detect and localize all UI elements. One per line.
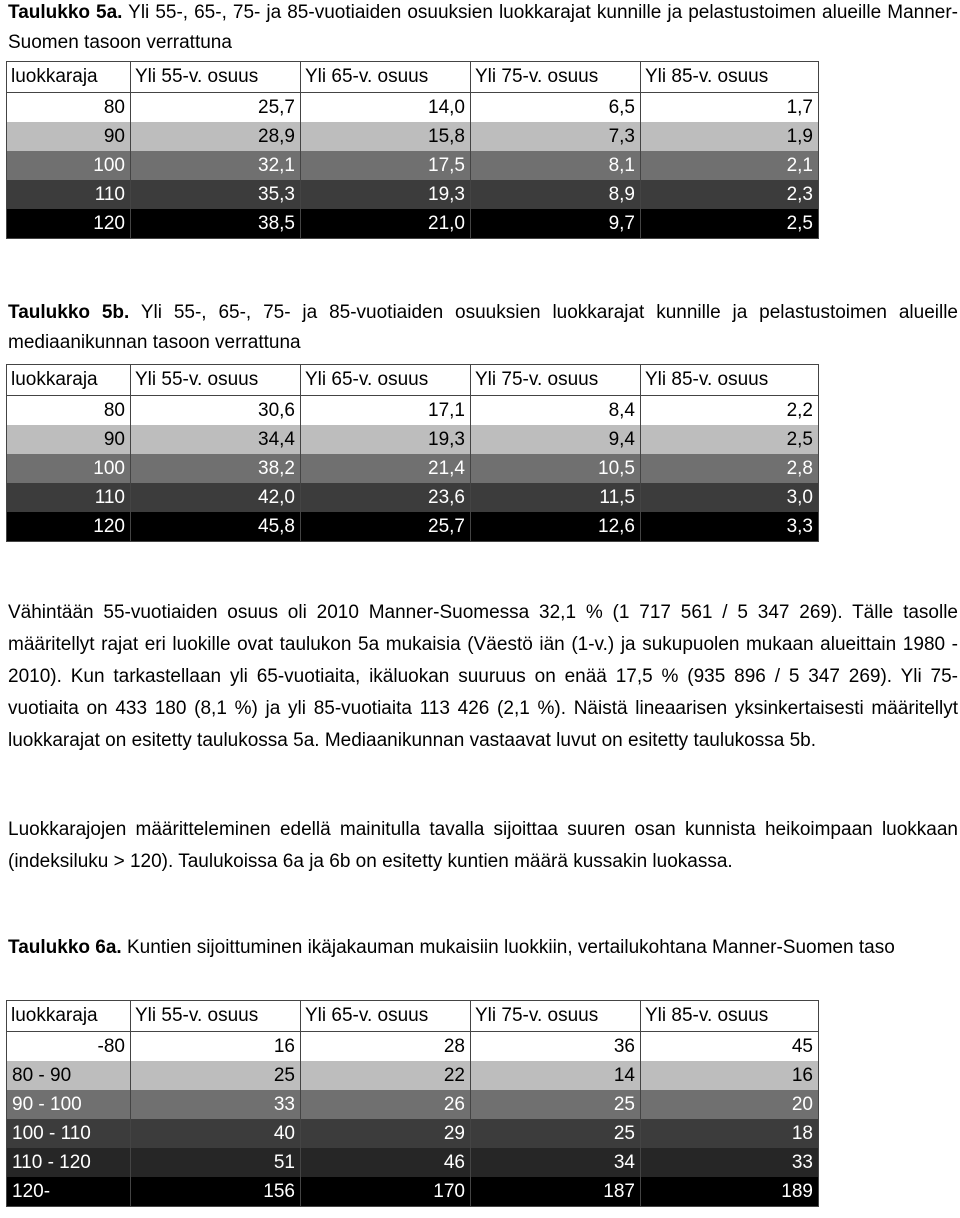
- table-row: [7, 454, 819, 483]
- table-6a-header-row: [7, 1001, 819, 1032]
- table-cell: 28: [301, 1032, 471, 1062]
- table-cell: 28,9: [131, 122, 301, 151]
- table-cell: 2,5: [641, 425, 819, 454]
- table-cell: 2,8: [641, 454, 819, 483]
- table-cell: 156: [131, 1177, 301, 1207]
- table-cell: 2,2: [641, 396, 819, 426]
- table-cell: 17,5: [301, 151, 471, 180]
- table-cell: 110: [7, 180, 131, 209]
- table-cell: 8,9: [471, 180, 641, 209]
- table-cell: 40: [131, 1119, 301, 1148]
- table-cell: 3,3: [641, 512, 819, 542]
- table-cell: 9,4: [471, 425, 641, 454]
- table-cell: 25,7: [301, 512, 471, 542]
- table-cell: 25: [131, 1061, 301, 1090]
- table-cell: 15,8: [301, 122, 471, 151]
- table-header-cell: Yli 75-v. osuus: [471, 62, 641, 93]
- table-cell: 42,0: [131, 483, 301, 512]
- table-cell: 36: [471, 1032, 641, 1062]
- table-header-cell: Yli 85-v. osuus: [641, 62, 819, 93]
- table-cell: 46: [301, 1148, 471, 1177]
- table-cell: 23,6: [301, 483, 471, 512]
- table-5b-header-row: [7, 365, 819, 396]
- table-cell: 11,5: [471, 483, 641, 512]
- table-cell: 33: [131, 1090, 301, 1119]
- table-cell: 90: [7, 425, 131, 454]
- table-cell: 9,7: [471, 209, 641, 239]
- table-cell: 2,3: [641, 180, 819, 209]
- table-row: [7, 396, 819, 426]
- table-5a-caption: [8, 0, 958, 58]
- table-cell: 33: [641, 1148, 819, 1177]
- table-cell: 45: [641, 1032, 819, 1062]
- body-paragraph-2: Luokkarajojen määritteleminen edellä mainitulla tavalla sijoittaa suuren osan kunnista heikoimpaan luokkaan (indeksiluku > 120). Taulukoissa 6a ja 6b on esitetty kuntien määrä kussakin luokassa.: [8, 819, 958, 872]
- table-cell: 170: [301, 1177, 471, 1207]
- table-cell: 8,1: [471, 151, 641, 180]
- table-cell: 110: [7, 483, 131, 512]
- table-cell: 45,8: [131, 512, 301, 542]
- table-cell: 25,7: [131, 93, 301, 123]
- table-cell: 100 - 110: [7, 1119, 131, 1148]
- table-cell: 18: [641, 1119, 819, 1148]
- table-cell: 38,5: [131, 209, 301, 239]
- table-cell: 100: [7, 454, 131, 483]
- table-cell: 30,6: [131, 396, 301, 426]
- table-5a: [6, 61, 819, 239]
- table-row: [7, 425, 819, 454]
- table-cell: 6,5: [471, 93, 641, 123]
- table-cell: 17,1: [301, 396, 471, 426]
- table-5a-header-row: [7, 62, 819, 93]
- table-cell: 8,4: [471, 396, 641, 426]
- table-5b-label: Taulukko 5b.: [8, 302, 130, 323]
- table-header-cell: luokkaraja: [7, 365, 131, 396]
- table-header-cell: Yli 75-v. osuus: [471, 365, 641, 396]
- table-cell: 80: [7, 93, 131, 123]
- table-cell: 189: [641, 1177, 819, 1207]
- table-cell: 35,3: [131, 180, 301, 209]
- table-cell: 38,2: [131, 454, 301, 483]
- table-cell: 3,0: [641, 483, 819, 512]
- table-5b: [6, 364, 819, 542]
- table-cell: 1,7: [641, 93, 819, 123]
- table-row: [7, 1061, 819, 1090]
- table-cell: 120: [7, 512, 131, 542]
- table-cell: 25: [471, 1119, 641, 1148]
- table-header-cell: Yli 55-v. osuus: [131, 365, 301, 396]
- table-6a: [6, 1000, 819, 1207]
- table-header-cell: Yli 65-v. osuus: [301, 365, 471, 396]
- table-cell: 80: [7, 396, 131, 426]
- table-header-cell: Yli 65-v. osuus: [301, 62, 471, 93]
- table-row: [7, 93, 819, 123]
- table-cell: 12,6: [471, 512, 641, 542]
- table-cell: 26: [301, 1090, 471, 1119]
- table-cell: 34,4: [131, 425, 301, 454]
- table-cell: 2,5: [641, 209, 819, 239]
- table-6a-caption: [8, 933, 958, 963]
- table-cell: 80 - 90: [7, 1061, 131, 1090]
- table-5b-caption-text: Yli 55-, 65-, 75- ja 85-vuotiaiden osuuksien luokkarajat kunnille ja pelastustoimen alueille mediaanikunnan tasoon verrattuna: [8, 302, 958, 353]
- table-cell: 14,0: [301, 93, 471, 123]
- table-header-cell: Yli 55-v. osuus: [131, 1001, 301, 1032]
- table-row: [7, 122, 819, 151]
- table-cell: 100: [7, 151, 131, 180]
- table-header-cell: Yli 65-v. osuus: [301, 1001, 471, 1032]
- table-cell: 16: [641, 1061, 819, 1090]
- table-cell: 19,3: [301, 180, 471, 209]
- table-row: [7, 209, 819, 239]
- table-cell: 1,9: [641, 122, 819, 151]
- table-6a-label: Taulukko 6a.: [8, 937, 122, 958]
- table-header-cell: luokkaraja: [7, 1001, 131, 1032]
- table-cell: 51: [131, 1148, 301, 1177]
- table-cell: 14: [471, 1061, 641, 1090]
- table-row: [7, 1119, 819, 1148]
- table-5a-caption-text: Yli 55-, 65-, 75- ja 85-vuotiaiden osuuksien luokkarajat kunnille ja pelastustoimen alueille Manner-Suomen tasoon verrattuna: [8, 2, 958, 53]
- table-header-cell: luokkaraja: [7, 62, 131, 93]
- table-cell: 32,1: [131, 151, 301, 180]
- table-cell: 7,3: [471, 122, 641, 151]
- table-cell: 19,3: [301, 425, 471, 454]
- table-header-cell: Yli 75-v. osuus: [471, 1001, 641, 1032]
- table-row: [7, 1177, 819, 1207]
- table-cell: 120: [7, 209, 131, 239]
- table-cell: 25: [471, 1090, 641, 1119]
- table-cell: 22: [301, 1061, 471, 1090]
- table-cell: 187: [471, 1177, 641, 1207]
- table-cell: 16: [131, 1032, 301, 1062]
- table-row: [7, 151, 819, 180]
- table-cell: 21,4: [301, 454, 471, 483]
- table-row: [7, 180, 819, 209]
- table-5a-label: Taulukko 5a.: [8, 2, 123, 23]
- table-row: [7, 1032, 819, 1062]
- table-cell: 2,1: [641, 151, 819, 180]
- table-cell: 29: [301, 1119, 471, 1148]
- table-cell: 90: [7, 122, 131, 151]
- table-row: [7, 1148, 819, 1177]
- table-cell: 21,0: [301, 209, 471, 239]
- table-header-cell: Yli 85-v. osuus: [641, 365, 819, 396]
- table-cell: 120-: [7, 1177, 131, 1207]
- table-cell: 34: [471, 1148, 641, 1177]
- table-row: [7, 1090, 819, 1119]
- table-row: [7, 483, 819, 512]
- table-6a-caption-text: Kuntien sijoittuminen ikäjakauman mukaisiin luokkiin, vertailukohtana Manner-Suomen taso: [126, 937, 895, 958]
- table-cell: 10,5: [471, 454, 641, 483]
- table-cell: -80: [7, 1032, 131, 1062]
- table-header-cell: Yli 55-v. osuus: [131, 62, 301, 93]
- table-cell: 90 - 100: [7, 1090, 131, 1119]
- table-5b-caption: [8, 298, 958, 358]
- table-cell: 20: [641, 1090, 819, 1119]
- table-cell: 110 - 120: [7, 1148, 131, 1177]
- table-header-cell: Yli 85-v. osuus: [641, 1001, 819, 1032]
- body-paragraph-1: Vähintään 55-vuotiaiden osuus oli 2010 Manner-Suomessa 32,1 % (1 717 561 / 5 347 269). Tälle tasolle määritellyt rajat eri luokille ovat taulukon 5a mukaisia (Väestö iän (1-v.) ja sukupuolen mukaan alueittain 1980 - 2010). Kun tarkastellaan yli 65-vuotiaita, ikäluokan suuruus on enää 17,5 % (935 896 / 5 347 269). Yli 75-vuotiaita on 433 180 (8,1 %) ja yli 85-vuotiaita 113 426 (2,1 %). Näistä lineaarisen yksinkertaisesti määritellyt luokkarajat on esitetty taulukossa 5a. Mediaanikunnan vastaavat luvut on esitetty taulukossa 5b.: [8, 602, 958, 751]
- table-row: [7, 512, 819, 542]
